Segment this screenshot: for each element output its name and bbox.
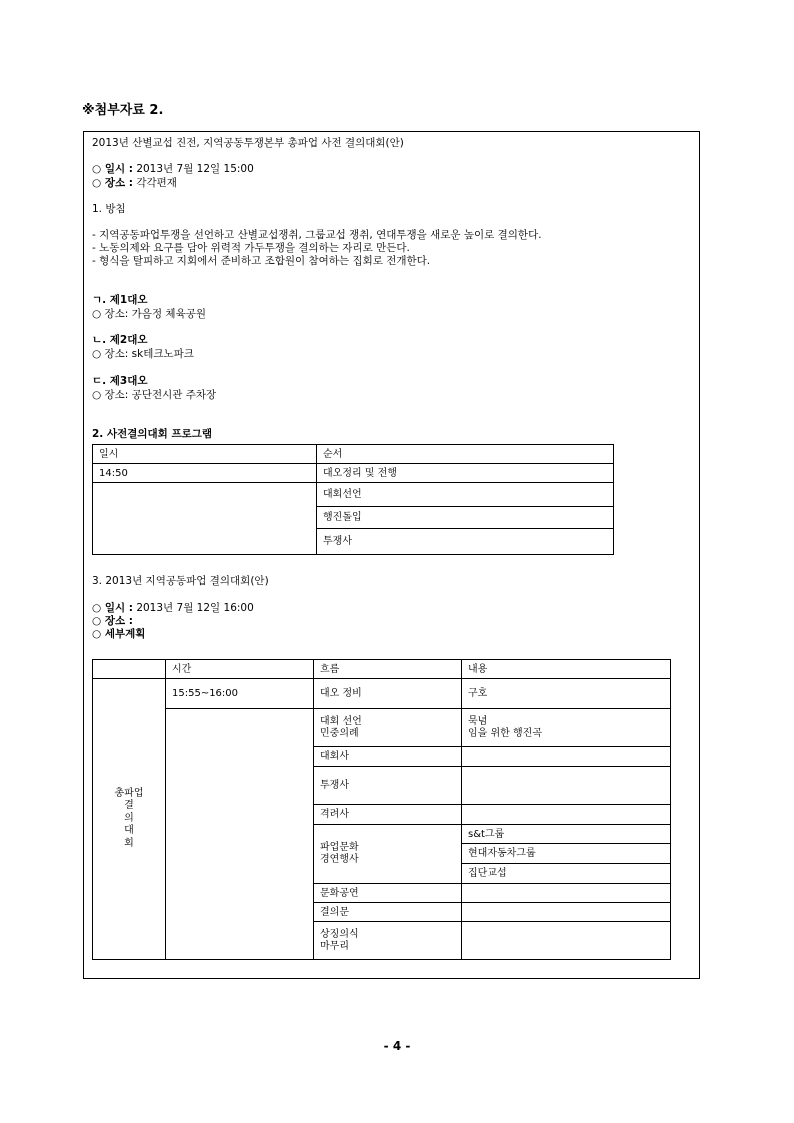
detail-header-blank: [93, 660, 166, 679]
program-header-row: [93, 445, 614, 464]
date-label: ○ 일시 :: [92, 163, 133, 175]
detail-time-empty: [166, 709, 314, 960]
detail-content: [462, 805, 671, 825]
policy-item: - 지역공동파업투쟁을 선언하고 산별교섭쟁취, 그룹교섭 쟁취, 연대투쟁을 새로운 높이로 결의한다.: [92, 229, 542, 241]
detail-header-flow: 흐름: [314, 660, 462, 679]
detail-row: [93, 679, 671, 709]
detail-header-row: [93, 660, 671, 679]
detail-content: [462, 747, 671, 767]
squad-2-place: ○ 장소: sk테크노파크: [92, 348, 194, 360]
detail-content: 묵념 임을 위한 행진곡: [462, 709, 671, 747]
section3-title: 3. 2013년 지역공동파업 결의대회(안): [92, 575, 269, 587]
squad-1-place: ○ 장소: 가음정 체육공원: [92, 308, 206, 320]
squad-2-title: ㄴ. 제2대오: [92, 334, 148, 346]
policy-item: - 형식을 탈피하고 지회에서 준비하고 조합원이 참여하는 집회로 전개한다.: [92, 255, 431, 267]
program-row: [93, 464, 614, 483]
date-value: 2013년 7월 12일 15:00: [136, 163, 254, 175]
detail-flow: 투쟁사: [314, 767, 462, 805]
program-step: 대오정리 및 전행: [317, 464, 614, 483]
detail-flow: 대회 선언 민중의례: [314, 709, 462, 747]
program-step: 대회선언: [317, 483, 614, 507]
document-heading: 2013년 산별교섭 진전, 지역공동투쟁본부 총파업 사전 결의대회(안): [92, 137, 404, 149]
squad-3-place: ○ 장소: 공단전시관 주차장: [92, 389, 217, 401]
program-time-empty: [93, 483, 317, 555]
detail-flow: 결의문: [314, 903, 462, 922]
detail-flow: 격려사: [314, 805, 462, 825]
detail-content: 현대자동차그룹: [462, 844, 671, 864]
detail-content: 집단교섭: [462, 864, 671, 884]
program-step: 투쟁사: [317, 529, 614, 555]
detail-content: [462, 767, 671, 805]
section1-title: 1. 방침: [92, 203, 126, 215]
detail-flow: 상징의식 마무리: [314, 922, 462, 960]
detail-header-time: 시간: [166, 660, 314, 679]
detail-time: 15:55~16:00: [166, 679, 314, 709]
s3-date-label: ○ 일시 :: [92, 602, 133, 614]
policy-item: - 노동의제와 요구를 담아 위력적 가두투쟁을 결의하는 자리로 만든다.: [92, 242, 410, 254]
detail-header-content: 내용: [462, 660, 671, 679]
detail-flow: 대오 정비: [314, 679, 462, 709]
squad-3-title: ㄷ. 제3대오: [92, 375, 148, 387]
detail-content: 구호: [462, 679, 671, 709]
detail-flow: 파업문화 경연행사: [314, 825, 462, 884]
page-number: - 4 -: [383, 1039, 411, 1053]
program-row: [93, 483, 614, 507]
place-value: 각각편재: [136, 177, 177, 189]
detail-content: s&t그룹: [462, 825, 671, 844]
program-table: [92, 444, 614, 555]
s3-place-label: ○ 장소 :: [92, 615, 133, 627]
detail-content: [462, 903, 671, 922]
detail-plan-table: [92, 659, 671, 960]
detail-flow: 대회사: [314, 747, 462, 767]
section2-title: 2. 사전결의대회 프로그램: [92, 428, 213, 440]
s3-date-value: 2013년 7월 12일 16:00: [136, 602, 254, 614]
program-header-order: 순서: [317, 445, 614, 464]
detail-row: [93, 709, 671, 747]
detail-content: [462, 922, 671, 960]
program-header-time: 일시: [93, 445, 317, 464]
attachment-title: ※첨부자료 2.: [82, 103, 164, 118]
detail-content: [462, 884, 671, 903]
program-time: 14:50: [93, 464, 317, 483]
detail-group-label: 총파업 결 의 대 회: [93, 679, 166, 960]
place-label: ○ 장소 :: [92, 177, 133, 189]
detail-flow: 문화공연: [314, 884, 462, 903]
place-line: [92, 177, 177, 191]
s3-plan-label: ○ 세부계획: [92, 628, 146, 640]
date-line: [92, 163, 254, 177]
program-step: 행진돌입: [317, 507, 614, 529]
document-frame: [83, 131, 700, 979]
s3-date-line: [92, 602, 254, 616]
squad-1-title: ㄱ. 제1대오: [92, 294, 148, 306]
